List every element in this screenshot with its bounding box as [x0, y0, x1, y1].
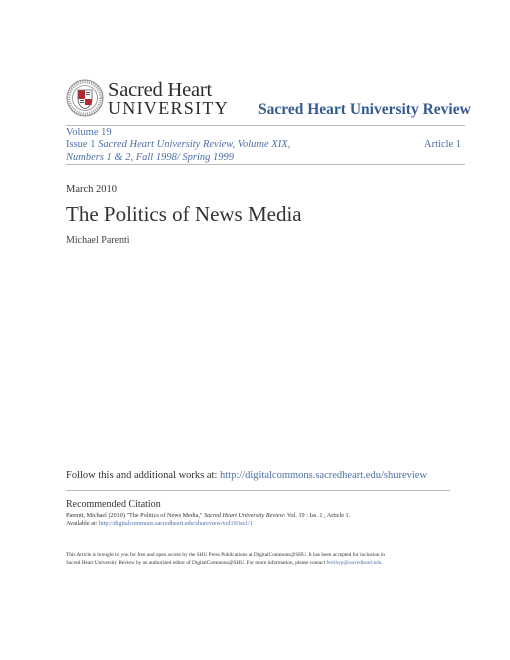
university-seal-logo [66, 79, 104, 117]
access-notice [66, 551, 462, 567]
contact-email-link[interactable]: ferribyp@sacredheart.edu [326, 560, 382, 566]
divider [66, 164, 465, 165]
article-number-link[interactable]: Article 1 [424, 139, 462, 150]
citation-part2: : Vol. 19 : Iss. 1 , Article 1. [283, 512, 351, 519]
issue-link[interactable] [66, 139, 326, 164]
available-at-label: Available at: [66, 520, 99, 527]
citation-part1: Parenti, Michael (2010) "The Politics of News Media," [66, 512, 205, 519]
issue-description-line1: Sacred Heart University Review, Volume XIX, [98, 139, 291, 150]
follow-line [66, 470, 427, 481]
notice-end: . [381, 560, 383, 566]
logo-wordmark-line1: Sacred Heart [108, 79, 213, 101]
citation-journal: Sacred Heart University Review [204, 512, 284, 519]
citation-text [66, 512, 456, 528]
recommended-citation-heading: Recommended Citation [66, 499, 161, 510]
journal-title[interactable]: Sacred Heart University Review [258, 101, 471, 118]
logo-wordmark-line2: UNIVERSITY [108, 98, 229, 118]
article-author: Michael Parenti [66, 235, 130, 246]
divider [66, 490, 450, 491]
issue-description-line2: Numbers 1 & 2, Fall 1998/ Spring 1999 [66, 151, 235, 163]
publication-date: March 2010 [66, 184, 118, 195]
available-at-link[interactable]: http://digitalcommons.sacredheart.edu/shureview/vol19/iss1/1 [98, 520, 253, 527]
follow-text: Follow this and additional works at: [66, 470, 220, 481]
issue-prefix: Issue 1 [66, 139, 96, 150]
notice-line1: This Article is brought to you for free and open access by the SHU Press Publications at DigitalCommons@SHU. It has been accepted for inclusion in [66, 552, 385, 558]
notice-line2: Sacred Heart University Review by an authorized editor of DigitalCommons@SHU. For more information, please contact [66, 560, 327, 566]
volume-link[interactable]: Volume 19 [66, 127, 112, 138]
article-title: The Politics of News Media [66, 202, 302, 226]
divider [66, 125, 465, 126]
follow-link[interactable]: http://digitalcommons.sacredheart.edu/shureview [220, 470, 428, 481]
